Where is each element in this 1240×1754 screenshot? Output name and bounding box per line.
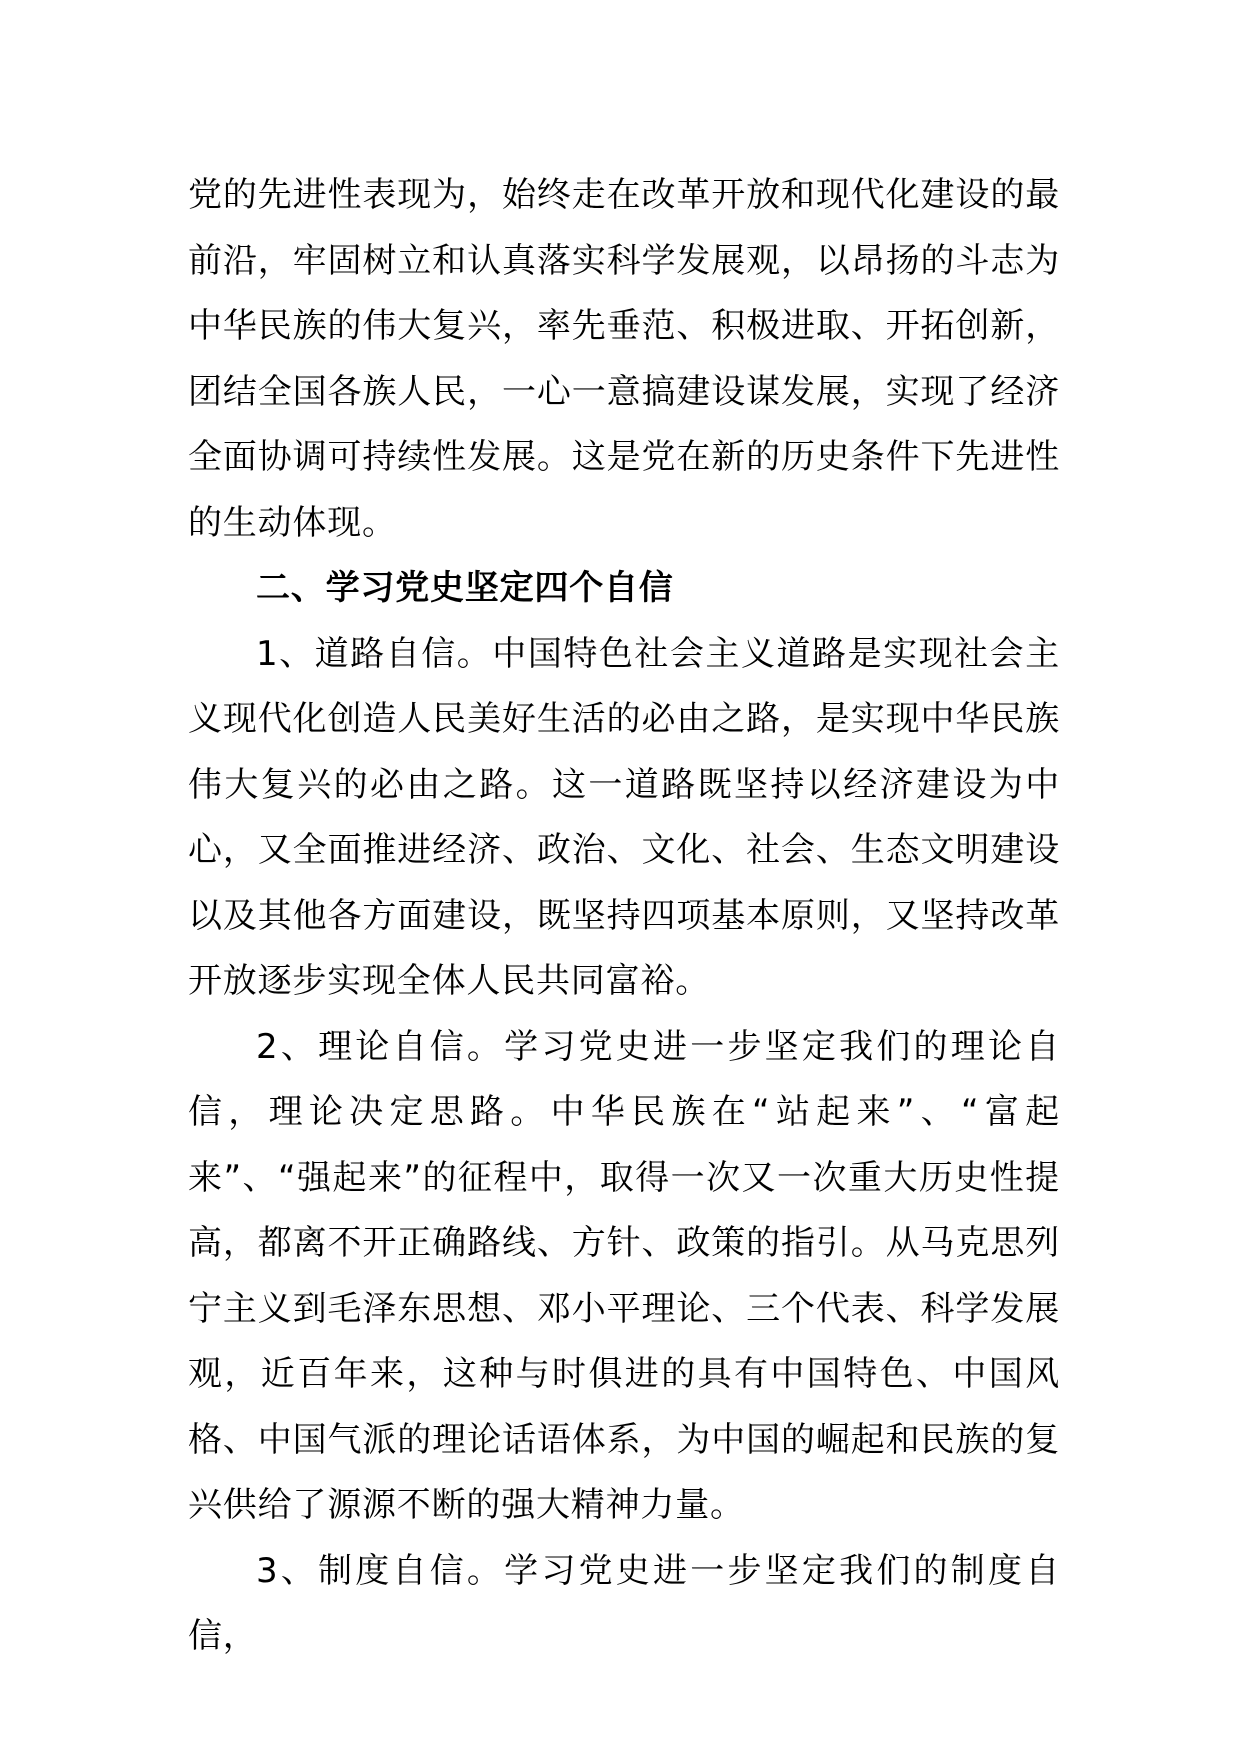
paragraph-system-confidence: 3、制度自信。学习党史进一步坚定我们的制度自信， [188, 1550, 1060, 1656]
paragraph-theory-confidence: 2、理论自信。学习党史进一步坚定我们的理论自信，理论决定思路。中华民族在“站起来”、“富起来”、“强起来”的征程中，取得一次又一次重大历史性提高，都离不开正确路线、方针、政策的指引。从马克思列宁主义到毛泽东思想、邓小平理论、三个代表、科学发展观，近百年来，这种与时俱进的具有中国特色、中国风格、中国气派的理论话语体系，为中国的崛起和民族的复兴供给了源源不断的强大精神力量。 [188, 1026, 1060, 1525]
section-heading-four-confidences: 二、学习党史坚定四个自信 [256, 568, 674, 608]
document-body [188, 163, 1060, 1670]
paragraph-party-advancement: 党的先进性表现为，始终走在改革开放和现代化建设的最前沿，牢固树立和认真落实科学发展观，以昂扬的斗志为中华民族的伟大复兴，率先垂范、积极进取、开拓创新，团结全国各族人民，一心一意搞建设谋发展，实现了经济全面协调可持续性发展。这是党在新的历史条件下先进性的生动体现。 [188, 175, 1060, 543]
paragraph-path-confidence: 1、道路自信。中国特色社会主义道路是实现社会主义现代化创造人民美好生活的必由之路，是实现中华民族伟大复兴的必由之路。这一道路既坚持以经济建设为中心，又全面推进经济、政治、文化、社会、生态文明建设以及其他各方面建设，既坚持四项基本原则，又坚持改革开放逐步实现全体人民共同富裕。 [188, 633, 1060, 1001]
